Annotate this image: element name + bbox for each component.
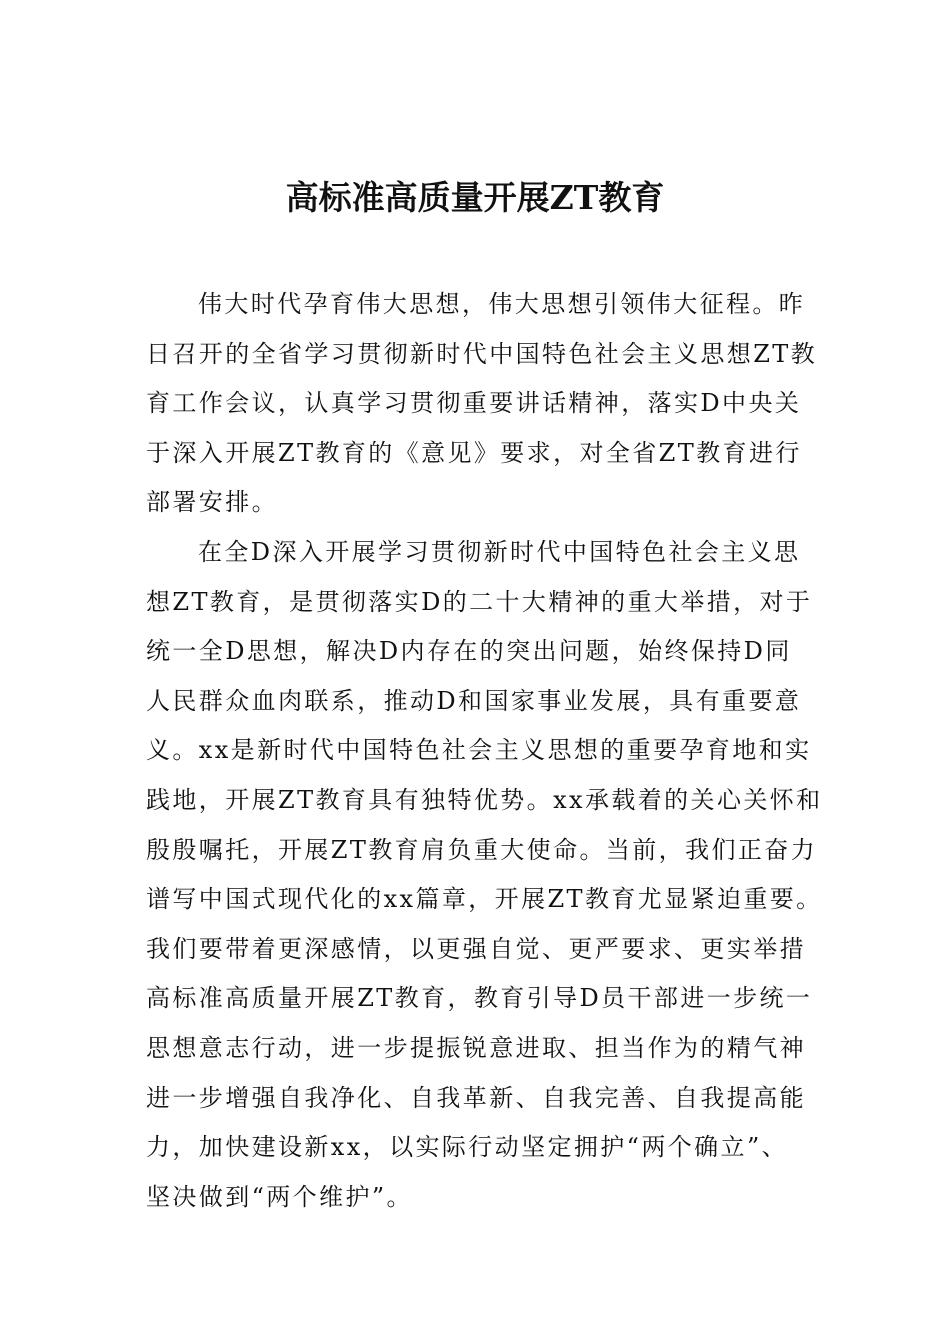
body-line: 于深入开展ZT教育的《意见》要求，对全省ZT教育进行 (146, 438, 802, 467)
body-line: 进一步增强自我净化、自我革新、自我完善、自我提高能 (146, 1083, 806, 1112)
body-line: 坚决做到“两个维护”。 (146, 1182, 413, 1211)
body-line: 我们要带着更深感情，以更强自觉、更严要求、更实举措 (146, 934, 806, 963)
body-line: 义。xx是新时代中国特色社会主义思想的重要孕育地和实 (146, 736, 812, 765)
body-line: 人民群众血肉联系，推动D和国家事业发展，具有重要意 (146, 686, 802, 715)
body-line: 在全D深入开展学习贯彻新时代中国特色社会主义思 (198, 537, 801, 566)
body-line: 伟大时代孕育伟大思想，伟大思想引领伟大征程。昨 (198, 290, 806, 318)
body-line: 高标准高质量开展ZT教育，教育引导D员干部进一步统一 (146, 984, 813, 1013)
document-body (146, 280, 846, 1222)
body-line: 统一全D思想，解决D内存在的突出问题，始终保持D同 (146, 637, 792, 666)
document-title: 高标准高质量开展ZT教育 (285, 178, 665, 217)
body-line: 想ZT教育，是贯彻落实D的二十大精神的重大举措，对于 (146, 587, 813, 616)
body-line: 谱写中国式现代化的xx篇章，开展ZT教育尤显紧迫重要。 (146, 885, 823, 914)
body-line: 育工作会议，认真学习贯彻重要讲话精神，落实D中央关 (146, 389, 802, 418)
body-line: 部署安排。 (146, 488, 278, 517)
body-line: 践地，开展ZT教育具有独特优势。xx承载着的关心关怀和 (146, 785, 823, 814)
body-line: 思想意志行动，进一步提振锐意进取、担当作为的精气神 (146, 1033, 806, 1062)
body-line: 日召开的全省学习贯彻新时代中国特色社会主义思想ZT教 (146, 339, 818, 368)
body-line: 力，加快建设新xx，以实际行动坚定拥护“两个确立”、 (146, 1133, 789, 1162)
body-line: 殷殷嘱托，开展ZT教育肩负重大使命。当前，我们正奋力 (146, 835, 818, 864)
